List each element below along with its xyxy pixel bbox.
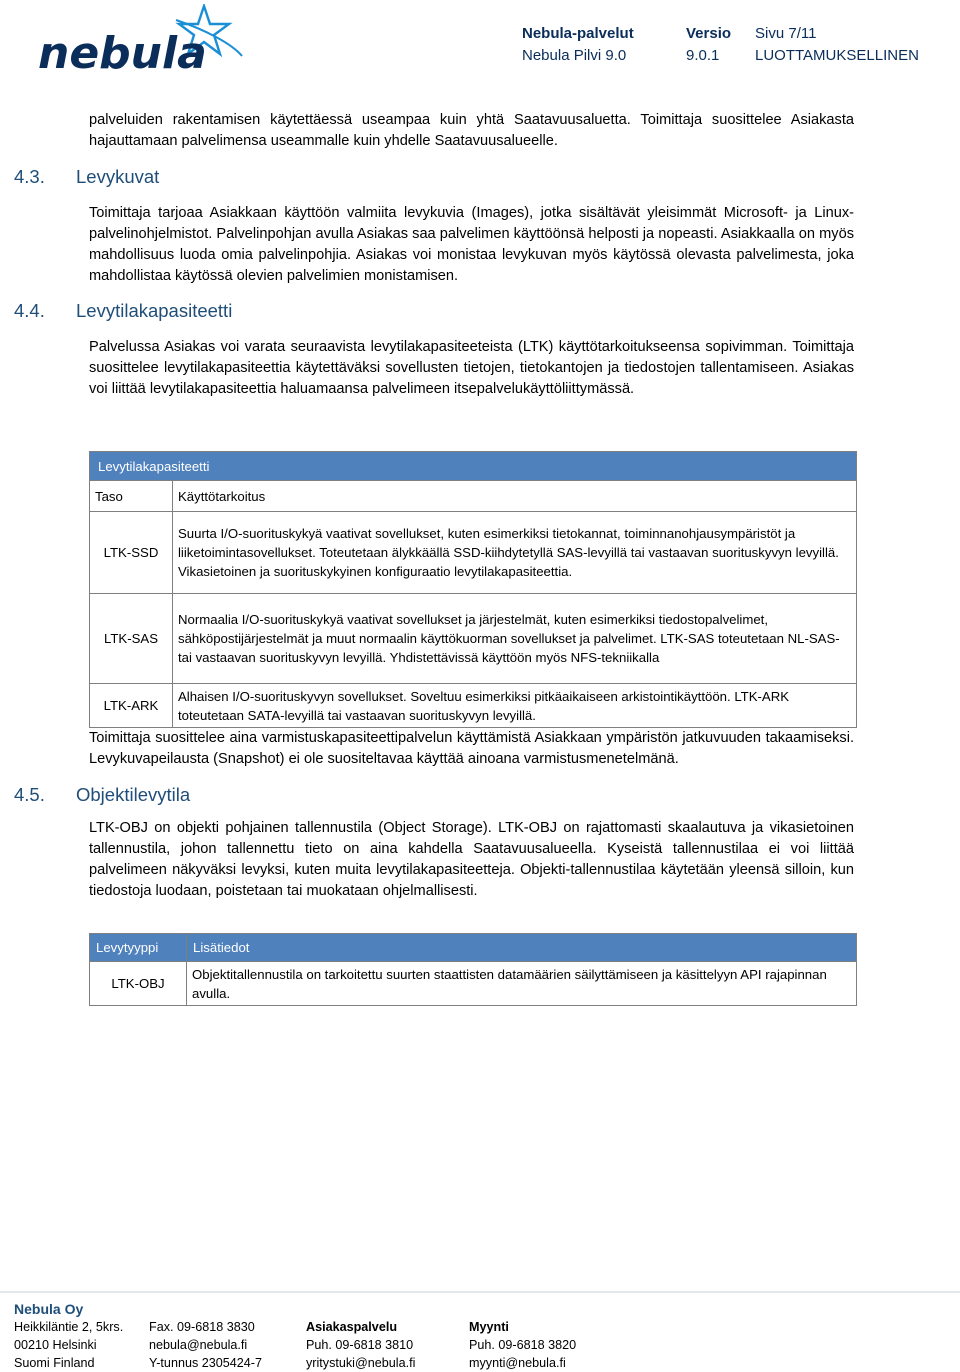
- column-header-usage: Käyttötarkoitus: [173, 481, 857, 512]
- fax-number: Fax. 09-6818 3830: [149, 1320, 255, 1334]
- capacity-table: [89, 451, 857, 728]
- column-header-type: Levytyyppi: [90, 934, 187, 962]
- section-title: Levytilakapasiteetti: [76, 300, 233, 321]
- level-cell: LTK-SAS: [90, 594, 173, 684]
- footer-divider-icon: [0, 1288, 960, 1296]
- table-row: [90, 512, 857, 594]
- level-cell: LTK-ARK: [90, 684, 173, 728]
- footer: [14, 1300, 946, 1370]
- table-row: [90, 962, 857, 1006]
- business-id: Y-tunnus 2305424-7: [149, 1356, 262, 1370]
- usage-cell: Normaalia I/O-suorituskykyä vaativat sovellukset ja järjestelmät, kuten esimerkiksi tiedostopalvelimet, sähköpostijärjestelmät ja muut normaalin käyttökuorman sovellukset ja palvelimet. LTK-SAS toteutetaan NL-SAS- tai vastaavan suorituskyvyn levyillä. Yhdistettävissä käyttöön myös NFS-tekniikalla: [173, 594, 857, 684]
- support-phone: Puh. 09-6818 3810: [306, 1338, 414, 1352]
- section-heading-4-3: [14, 166, 159, 188]
- object-storage-table: [89, 933, 857, 1006]
- company-name: Nebula Oy: [14, 1301, 84, 1317]
- column-header-info: Lisätiedot: [187, 934, 857, 962]
- sales-phone: Puh. 09-6818 3820: [469, 1338, 577, 1352]
- section-4-3-paragraph: Toimittaja tarjoaa Asiakkaan käyttöön valmiita levykuvia (Images), jotka sisältävät yleisimmät Microsoft- ja Linux-palvelinohjelmistot. Palvelinpohjan avulla Asiakas saa palvelimen käyttöönsä helposti ja nopeasti. Asiakkaalla on myös mahdollisuus luoda omia palvelinpohjia. Asiakas voi monistaa levykuvan myös käytössä olevasta palvelimesta, joka mahdollistaa käytössä olevien palvelimien monistamisen.: [89, 205, 854, 284]
- usage-cell: Alhaisen I/O-suorituskyvyn sovellukset. Soveltuu esimerkiksi pitkäaikaiseen arkistointikäyttöön. LTK-ARK toteutetaan SATA-levyillä tai vastaavan suorituskyvyn levyillä.: [173, 684, 857, 728]
- info-cell: Objektitallennustila on tarkoitettu suurten staattisten datamäärien säilyttämiseen ja käsittelyyn API rajapinnan avulla.: [187, 962, 857, 1006]
- footer-contact: [149, 1318, 262, 1372]
- intro-paragraph: palveluiden rakentamisen käytettäessä useampaa kuin yhtä Saatavuusaluetta. Toimittaja suosittelee Asiakasta hajauttamaan palvelimensa useammalle kuin yhdelle Saatavuusalueelle.: [89, 112, 854, 149]
- address-line: Suomi Finland: [14, 1356, 95, 1370]
- footer-support: [306, 1318, 415, 1372]
- nebula-logo: [36, 4, 246, 76]
- section-title: Levykuvat: [76, 166, 160, 187]
- section-number: 4.5.: [14, 784, 45, 805]
- version-label: Versio: [686, 25, 732, 42]
- type-cell: LTK-OBJ: [90, 962, 187, 1006]
- support-email[interactable]: yritystuki@nebula.fi: [306, 1356, 416, 1370]
- address-line: 00210 Helsinki: [14, 1338, 97, 1352]
- table-row: [90, 684, 857, 728]
- section-number: 4.3.: [14, 166, 45, 187]
- contact-email[interactable]: nebula@nebula.fi: [149, 1338, 248, 1352]
- nebula-logo-icon: [36, 4, 246, 76]
- footer-address: [14, 1318, 123, 1372]
- support-title: Asiakaspalvelu: [306, 1320, 398, 1334]
- section-title: Objektilevytila: [76, 784, 191, 805]
- version-value: 9.0.1: [686, 47, 720, 64]
- section-number: 4.4.: [14, 300, 45, 321]
- usage-cell: Suurta I/O-suorituskykyä vaativat sovellukset, kuten esimerkiksi tietokannat, toiminnanohjausympäristöt ja liiketoimintasovellukset. Toteutetaan älykkäällä SSD-kiihdytetyllä SAS-levyillä tai vastaavan suorituskyvyn levyillä. Vikasietoinen ja suorituskykyinen konfiguraatio levytilakapasiteettia.: [173, 512, 857, 594]
- footer-sales: [469, 1318, 576, 1372]
- column-header-level: Taso: [90, 481, 173, 512]
- section-4-5-paragraph: LTK-OBJ on objekti pohjainen tallennustila (Object Storage). LTK-OBJ on rajattomasti skaalautuva ja vikasietoinen tallennustila, johon tallennettu tieto on aina kahdella Saatavuusalueella. Kyseistä tallennustilaa ei voi liittää palvelimeen näkyväksi levyksi, kuten muita levytilakapasiteetteja. Objekti-tallennustilaa käytetään yleensä silloin, kun tiedostoja luodaan, poistetaan tai muokataan ohjelmallisesti.: [89, 820, 854, 899]
- doc-subtitle: Nebula Pilvi 9.0: [522, 47, 627, 64]
- sales-title: Myynti: [469, 1320, 509, 1334]
- address-line: Heikkiläntie 2, 5krs.: [14, 1320, 124, 1334]
- backup-recommendation: Toimittaja suosittelee aina varmistuskapasiteettipalvelun käyttämistä Asiakkaan ympäristön jatkuvuuden takaamiseksi. Levykuvapeilausta (Snapshot) ei ole suositeltavaa käyttää ainoana varmistusmenetelmänä.: [89, 730, 854, 767]
- sales-email[interactable]: myynti@nebula.fi: [469, 1356, 566, 1370]
- svg-text:nebula: nebula: [38, 28, 207, 76]
- doc-title: Nebula-palvelut: [522, 25, 634, 42]
- table-row: [90, 594, 857, 684]
- level-cell: LTK-SSD: [90, 512, 173, 594]
- footer-decoration: [0, 1283, 960, 1291]
- section-heading-4-4: [14, 300, 232, 322]
- capacity-table-caption: Levytilakapasiteetti: [90, 452, 857, 481]
- section-heading-4-5: [14, 784, 190, 806]
- page-number: Sivu 7/11: [755, 25, 817, 42]
- section-4-4-paragraph: Palvelussa Asiakas voi varata seuraavista levytilakapasiteeteista (LTK) käyttötarkoitukseensa sopivimman. Toimittaja suosittelee levytilakapasiteettia käytettäväksi sovellusten tietojen, tietokantojen ja tiedostojen tallentamiseen. Asiakas voi liittää levytilakapasiteettia haluamaansa palvelimeen itsepalvelukäyttöliittymässä.: [89, 339, 854, 397]
- classification: LUOTTAMUKSELLINEN: [755, 47, 919, 64]
